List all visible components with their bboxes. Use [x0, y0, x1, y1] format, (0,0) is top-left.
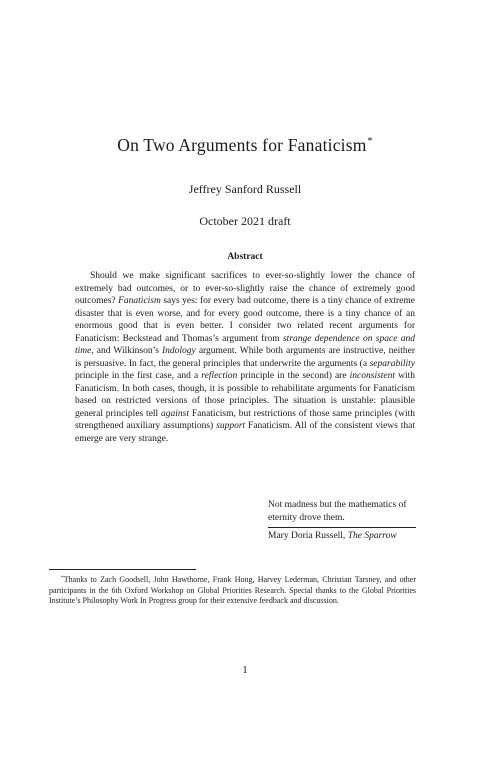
abstract-emphasis: separability — [369, 358, 415, 369]
abstract-text: says yes: for every bad outcome, there is a tiny chance of extreme disaster that is even worse, and for every good outcome, there is a tiny chance of an enormous good that is even better. I consider two related recent arguments for Fanaticism: Beckstead and Thomas’s argument from — [75, 296, 415, 344]
epigraph — [268, 499, 416, 543]
epigraph-source — [268, 530, 416, 543]
abstract-emphasis: strange dependence on space and time — [75, 333, 415, 356]
footnote-rule — [49, 569, 196, 570]
abstract-emphasis: Indology — [161, 346, 196, 356]
footnote-mark: * — [61, 575, 64, 581]
abstract-body — [75, 270, 415, 445]
abstract-text: principle in the first case, and a — [75, 371, 202, 381]
footnote-text: Thanks to Zach Goodsell, John Hawthorne, Frank Hong, Harvey Lederman, Christian Tarsney, and other participants in the 6th Oxford Workshop on Global Priorities Research. Special thanks to the Global Priorities Institute’s Philosophy Work In Progress group for their extensive feedback and discussion. — [49, 575, 416, 605]
abstract-emphasis: Fanaticism — [118, 296, 161, 306]
epigraph-source-author: Mary Doria Russell, — [268, 531, 348, 541]
abstract-text: with Fanaticism. In both cases, though, it is possible to rehabilitate arguments for Fanaticism based on restricted versions of those principles. The situation is unstable: plausible general principles tell — [75, 371, 415, 419]
abstract-text: Should we make significant sacrifices to ever-so-slightly lower the chance of extremely bad outcomes, or to ever-so-slightly raise the chance of extremely good outcomes? — [75, 271, 415, 306]
abstract-text: , and Wilkinson’s — [91, 346, 162, 356]
abstract-text: argument. While both arguments are instructive, neither is persuasive. In fact, the general principles that underwrite the arguments (a — [75, 346, 415, 369]
title-footnote-mark: * — [367, 136, 373, 147]
abstract-text: Fanaticism, but restrictions of those same principles (with strengthened auxiliary assumptions) — [75, 408, 415, 431]
abstract-emphasis: against — [161, 408, 189, 419]
abstract-heading: Abstract — [227, 252, 263, 262]
abstract-emphasis: inconsistent — [349, 371, 396, 381]
abstract-text: Fanaticism. All of the consistent views that emerge are very strange. — [75, 421, 415, 444]
epigraph-quote: Not madness but the mathematics of eternity drove them. — [268, 500, 407, 523]
epigraph-rule — [268, 527, 416, 528]
abstract-emphasis: support — [216, 421, 246, 431]
abstract-text: principle in the second) are — [237, 371, 350, 381]
epigraph-source-work: The Sparrow — [347, 531, 397, 541]
footnote — [49, 573, 416, 607]
paper-title — [0, 135, 490, 156]
draft-date: October 2021 draft — [199, 214, 291, 228]
abstract-emphasis: reflection — [201, 371, 238, 381]
page-number: 1 — [242, 664, 248, 676]
author-name: Jeffrey Sanford Russell — [188, 182, 302, 196]
title-text: On Two Arguments for Fanaticism — [117, 135, 367, 155]
